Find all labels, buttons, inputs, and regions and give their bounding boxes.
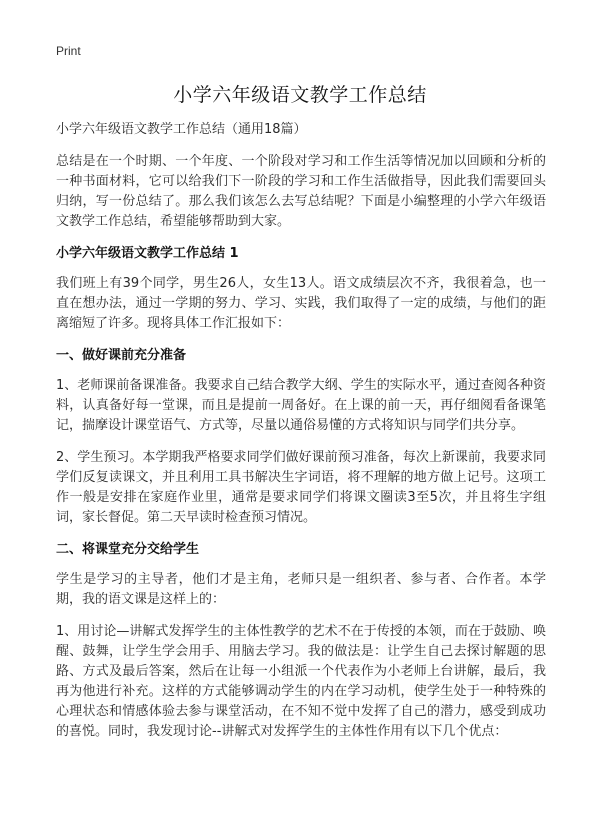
part2-heading: 二、将课堂充分交给学生 — [56, 542, 200, 557]
part1-heading: 一、做好课前充分准备 — [56, 348, 187, 363]
document-body — [56, 120, 546, 754]
document-subtitle: 小学六年级语文教学工作总结（通用18篇） — [56, 122, 307, 137]
part2-paragraph-1: 学生是学习的主导者，他们才是主角，老师只是一组织者、参与者、合作者。本学期，我的语文课是这样上的： — [56, 572, 546, 607]
print-label: Print — [56, 44, 81, 58]
document-title: 小学六年级语文教学工作总结 — [173, 84, 427, 106]
section1-paragraph: 我们班上有39个同学，男生26人，女生13人。语文成绩层次不齐，我很着急，也一直在想办法，通过一学期的努力、学习、实践，我们取得了一定的成绩，与他们的距离缩短了许多。现将具体工作汇报如下： — [56, 276, 546, 331]
part1-paragraph-2: 2、学生预习。本学期我严格要求同学们做好课前预习准备，每次上新课前，我要求同学们反复读课文，并且利用工具书解决生字词语，将不理解的地方做上记号。这项工作一般是安排在家庭作业里，通常是要求同学们将课文圈读3至5次，并且将生字组词，家长督促。第二天早读时检查预习情况。 — [56, 450, 546, 525]
intro-paragraph: 总结是在一个时期、一个年度、一个阶段对学习和工作生活等情况加以回顾和分析的一种书面材料，它可以给我们下一阶段的学习和工作生活做指导，因此我们需要回头归纳，写一份总结了。那么我们该怎么去写总结呢？下面是小编整理的小学六年级语文教学工作总结，希望能够帮助到大家。 — [56, 154, 546, 229]
section1-heading: 小学六年级语文教学工作总结 1 — [56, 246, 239, 261]
part2-paragraph-2: 1、用讨论—讲解式发挥学生的主体性教学的艺术不在于传授的本领，而在于鼓励、唤醒、鼓舞，让学生学会用手、用脑去学习。我的做法是：让学生自己去探讨解题的思路、方式及最后答案，然后在让每一小组派一个代表作为小老师上台讲解，最后，我再为他进行补充。这样的方式能够调动学生的内在学习动机，使学生处于一种特殊的心理状态和情感体验去参与课堂活动，在不知不觉中发挥了自己的潜力，感受到成功的喜悦。同时，我发现讨论--讲解式对发挥学生的主体性作用有以下几个优点： — [56, 624, 546, 739]
part1-paragraph-1: 1、老师课前备课准备。我要求自己结合教学大纲、学生的实际水平，通过查阅各种资料，认真备好每一堂课，而且是提前一周备好。在上课的前一天，再仔细阅看备课笔记，揣摩设计课堂语气、方式等，尽量以通俗易懂的方式将知识与同学们共分享。 — [56, 378, 546, 433]
